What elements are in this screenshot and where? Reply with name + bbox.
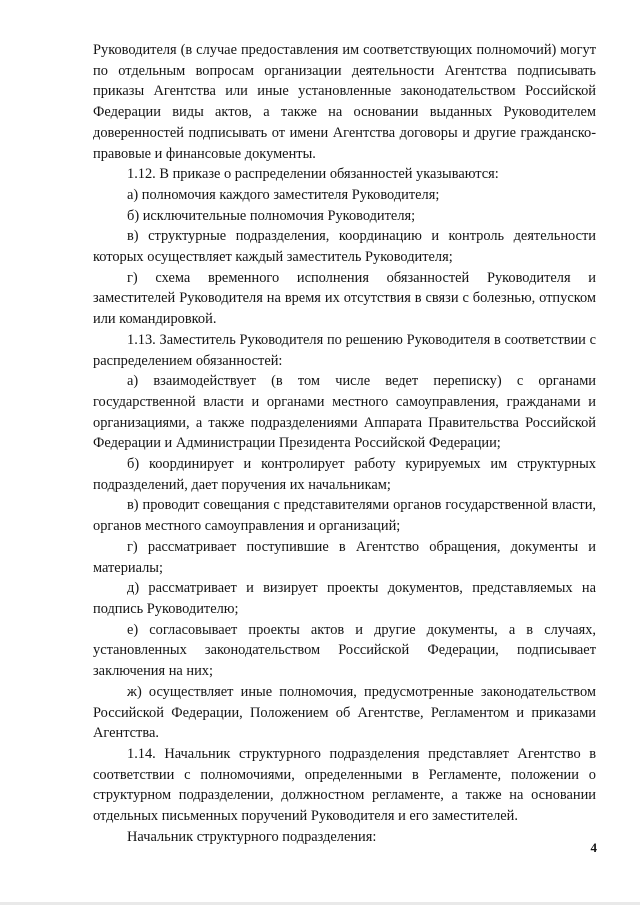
- list-item-1-12-v: в) структурные подразделения, координацию и контроль деятельности которых осуществляет каждый заместитель Руководителя;: [93, 228, 596, 266]
- list-item-1-13-g: г) рассматривает поступившие в Агентство обращения, документы и материалы;: [93, 538, 596, 576]
- page-number: 4: [590, 840, 597, 855]
- list-item-1-12-g: г) схема временного исполнения обязанностей Руководителя и заместителей Руководителя на время их отсутствия в связи с болезнью, отпуском или командировкой.: [93, 269, 596, 328]
- list-item-1-13-e: е) согласовывает проекты актов и другие документы, а в случаях, установленных законодательством Российской Федерации, подписывает заключения на них;: [93, 621, 596, 680]
- list-item-1-12-a: а) полномочия каждого заместителя Руководителя;: [127, 186, 440, 203]
- list-item-1-13-a: а) взаимодействует (в том числе ведет переписку) с органами государственной власти и органами местного самоуправления, гражданами и организациями, а также подразделениями Аппарата Правительства Российской Федерации и Администрации Президента Российской Федерации;: [93, 373, 596, 452]
- paragraph-1-13: 1.13. Заместитель Руководителя по решению Руководителя в соответствии с распределением обязанностей:: [93, 331, 596, 369]
- paragraph-1-12: 1.12. В приказе о распределении обязанностей указываются:: [127, 166, 499, 183]
- document-body: [93, 40, 596, 847]
- list-item-1-13-zh: ж) осуществляет иные полномочия, предусмотренные законодательством Российской Федерации, Положением об Агентстве, Регламентом и приказами Агентства.: [93, 683, 596, 742]
- list-item-1-13-d: д) рассматривает и визирует проекты документов, представляемых на подпись Руководителю;: [93, 580, 596, 617]
- list-item-1-13-v: в) проводит совещания с представителями органов государственной власти, органов местного самоуправления и организаций;: [93, 497, 596, 535]
- paragraph-unit-head: Начальник структурного подразделения:: [127, 828, 377, 845]
- list-item-1-12-b: б) исключительные полномочия Руководителя;: [127, 207, 416, 224]
- paragraph-1-14: 1.14. Начальник структурного подразделения представляет Агентство в соответствии с полномочиями, определенными в Регламенте, положении о структурном подразделении, должностном регламенте, а также на основании отдельных письменных поручений Руководителя и его заместителей.: [93, 745, 596, 825]
- list-item-1-13-b: б) координирует и контролирует работу курируемых им структурных подразделений, дает поручения их начальникам;: [93, 456, 596, 493]
- paragraph-continuation: Руководителя (в случае предоставления им соответствующих полномочий) могут по отдельным вопросам организации деятельности Агентства подписывать приказы Агентства или иные установленные законодательством Российской Федерации виды актов, а также на основании выданных Руководителем доверенностей подписывать от имени Агентства договоры и другие гражданско-правовые и финансовые документы.: [93, 42, 596, 162]
